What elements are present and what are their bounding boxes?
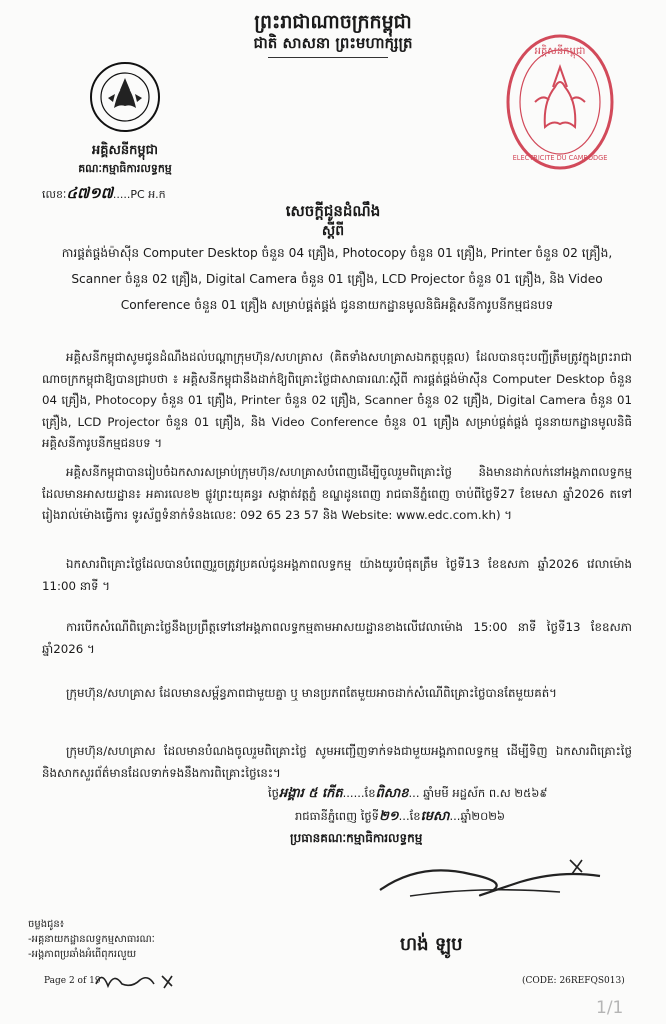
initials-signature (92, 966, 182, 992)
subject-line: Scanner ចំនួន 02 គ្រឿង, Digital Camera ចំនួន 01 គ្រឿង, LCD Projector ចំនួន 01 គ្រឿង, និង Video (71, 272, 603, 286)
page-number: Page 2 of 19 (44, 976, 101, 986)
ref-number: ៤៧១៧ (66, 184, 113, 202)
lunar-date-prefix: ថ្ងៃ (268, 786, 279, 800)
paragraph-text: ឯកសារពិគ្រោះថ្លៃដែលបានបំពេញរួចត្រូវប្រគល់ជូនអង្គភាពលទ្ធកម្ម យ៉ាងយូរបំផុតត្រឹម ថ្ងៃទី13 ខែឧសភា ឆ្នាំ2026 វេលាម៉ោង 11:00 នាទី ។ (42, 557, 632, 593)
paragraph-deadline (42, 554, 632, 597)
seal-latin-text: ELECTRICITE DU CAMBODGE (512, 154, 608, 162)
chair-title: ប្រធានគណៈកម្មាធិការលទ្ធកម្ម (290, 831, 423, 845)
cc-item: -អគ្គនាយកដ្ឋានលទ្ធកម្មសាធារណៈ (28, 934, 155, 945)
official-seal (505, 32, 615, 172)
civil-date-mid: ខែ (409, 809, 421, 823)
paragraph-affiliation (42, 683, 632, 705)
paragraph-documents (42, 462, 632, 527)
seal-khmer-text: អគ្គិសនីកម្ពុជា (534, 46, 586, 57)
national-motto: ជាតិ សាសនា ព្រះមហាក្សត្រ (253, 34, 413, 52)
civil-date: រាជធានីភ្នំពេញ ថ្ងៃទី២១...ខែមេសា...ឆ្នាំ២០២៦ (295, 809, 506, 824)
lunar-day: អង្គារ ៥ កើត (278, 786, 343, 801)
document-title: សេចក្តីជូនដំណឹង (285, 202, 381, 220)
civil-date-suffix: ឆ្នាំ២០២៦ (460, 809, 506, 823)
lunar-date: ថ្ងៃអង្គារ ៥ កើត......ខែពិសាខ... ឆ្នាំមមី អដ្ឋស័ក ព.ស ២៥៦៩ (268, 786, 548, 801)
subject-line: Conference ចំនួន 01 គ្រឿង សម្រាប់ផ្គត់ផ្គង់ ជូននាយកដ្ឋានមូលនិធិអគ្គិសនីការូបនីកម្មជនបទ (120, 298, 554, 312)
lunar-month: ពិសាខ (375, 786, 409, 801)
paragraph-announcement (42, 347, 632, 455)
ref-prefix: លេខៈ (42, 188, 67, 201)
civil-day: ២១ (378, 809, 399, 824)
signer-name: ហង់ ឡូប (400, 934, 463, 955)
paragraph-text: ការបើកសំណើពិគ្រោះថ្លៃនឹងប្រព្រឹត្តទៅនៅអង្គភាពលទ្ធកម្មតាមអាសយដ្ឋានខាងលើវេលាម៉ោង 15:00 នាទី ថ្ងៃទី13 ខែឧសភា ឆ្នាំ2026 ។ (42, 620, 632, 656)
handwritten-signature (360, 852, 610, 912)
paragraph-contact (42, 741, 632, 784)
lunar-date-mid: ខែ (364, 786, 376, 800)
paragraph-text: ក្រុមហ៊ុន/សហគ្រាស ដែលមានសម្ព័ន្ធភាពជាមួយគ្នា ឬ មានប្រភពតែមួយអាចដាក់សំណើពិគ្រោះថ្លៃបានតែមួយគត់។ (66, 686, 557, 700)
kingdom-heading: ព្រះរាជាណាចក្រកម្ពុជា (254, 11, 412, 33)
subject-description (42, 240, 632, 318)
paragraph-text: អគ្គិសនីកម្ពុជាសូមជូនដំណឹងដល់បណ្តាក្រុមហ៊ុន/សហគ្រាស (គិតទាំងសហគ្រាសឯកត្តបុគ្គល) ដែលបានចុះបញ្ជីត្រឹមត្រូវក្នុងព្រះរាជាណាចក្រកម្ពុជាឱ្យបានជ្រាបថា ៖ អគ្គិសនីកម្ពុជានឹងដាក់ឱ្យពិគ្រោះថ្លៃជាសាធារណៈស្តីពី ការផ្គត់ផ្គង់ម៉ាស៊ីន Computer Desktop ចំនួន 04 គ្រឿង, Photocopy ចំនួន 01 គ្រឿង, Printer ចំនួន 02 គ្រឿង, Scanner ចំនួន 02 គ្រឿង, Digital Camera ចំនួន 01 គ្រឿង, LCD Projector ចំនួន 01 គ្រឿង, និង Video Conference ចំនួន 01 គ្រឿង សម្រាប់ផ្គត់ផ្គង់ ជូននាយកដ្ឋានមូលនិធិអគ្គិសនីការូបនីកម្មជនបទ ។ (42, 350, 633, 450)
cc-heading: ចម្លងជូន៖ (28, 919, 65, 930)
civil-date-prefix: រាជធានីភ្នំពេញ ថ្ងៃទី (295, 809, 379, 823)
paragraph-opening (42, 617, 632, 660)
issuer-committee: គណៈកម្មាធិការលទ្ធកម្ម (78, 162, 172, 175)
ref-suffix: .....PC អ.ក (112, 188, 166, 201)
paragraph-text: ក្រុមហ៊ុន/សហគ្រាស ដែលមានបំណងចូលរួមពិគ្រោះថ្លៃ សូមអញ្ជើញទាក់ទងជាមួយអង្គភាពលទ្ធកម្ម ដើម្បីទិញ ឯកសារពិគ្រោះថ្លៃ និងសាកសួរព័ត៌មានដែលទាក់ទងនឹងការពិគ្រោះថ្លៃនេះ។ (42, 744, 632, 780)
viewer-page-indicator: 1/1 (596, 998, 624, 1018)
motto-divider (268, 57, 388, 58)
civil-month: មេសា (420, 809, 450, 824)
edc-logo (88, 60, 162, 134)
paragraph-text: អគ្គិសនីកម្ពុជាបានរៀបចំឯកសារសម្រាប់ក្រុមហ៊ុន/សហគ្រាសបំពេញដើម្បីចូលរួមពិគ្រោះថ្លៃ និងមានដាក់លក់នៅអង្គភាពលទ្ធកម្ម ដែលមានអាសយដ្ឋាន៖ អគារលេខ២ ផ្លូវព្រះយុគន្ធរ សង្កាត់វត្តភ្នំ ខណ្ឌដូនពេញ រាជធានីភ្នំពេញ ចាប់ពីថ្ងៃទី27 ខែមេសា ឆ្នាំ2026 តទៅរៀងរាល់ម៉ោងធ្វើការ ទូរស័ព្ទទំនាក់ទំនងលេខៈ 092 65 23 57 និង Website: www.edc.com.kh) ។ (42, 465, 632, 522)
issuer-name: អគ្គិសនីកម្ពុជា (91, 143, 158, 158)
cc-item: -អង្គភាពប្រឆាំងអំពើពុករលួយ (28, 949, 137, 960)
document-subject: ស្តីពី (321, 223, 345, 239)
subject-line: ការផ្គត់ផ្គង់ម៉ាស៊ីន Computer Desktop ចំនួន 04 គ្រឿង, Photocopy ចំនួន 01 គ្រឿង, Printer ចំនួន 02 គ្រឿង, (61, 246, 613, 260)
lunar-date-suffix: ឆ្នាំមមី អដ្ឋស័ក ព.ស ២៥៦៩ (423, 786, 548, 800)
document-code: (CODE: 26REFQS013) (522, 976, 625, 986)
